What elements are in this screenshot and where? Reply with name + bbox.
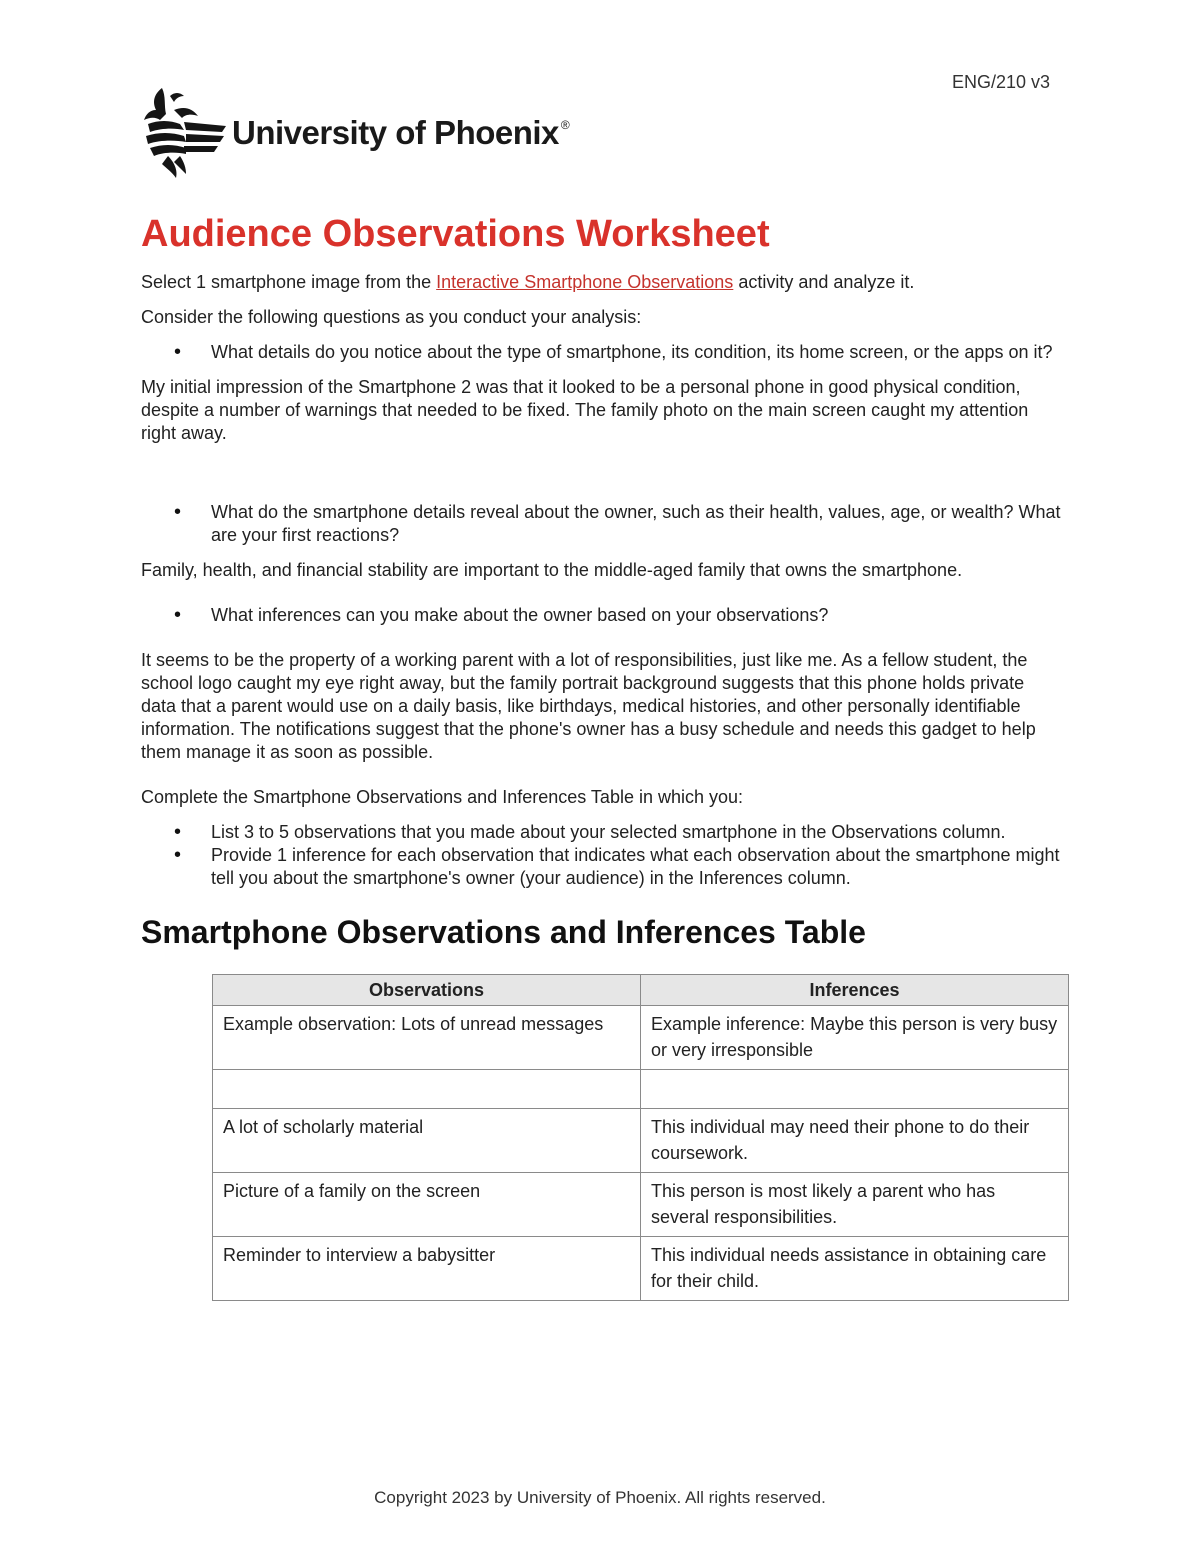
table-header-row bbox=[213, 975, 1069, 1006]
observation-cell[interactable] bbox=[213, 1070, 641, 1109]
complete-bullet-1: • List 3 to 5 observations that you made about your selected smartphone in the Observations column. bbox=[141, 821, 1061, 844]
university-logo bbox=[140, 84, 570, 180]
inference-cell[interactable]: This individual may need their phone to do their coursework. bbox=[641, 1109, 1069, 1173]
copyright-footer: Copyright 2023 by University of Phoenix. All rights reserved. bbox=[374, 1488, 826, 1507]
column-header-inferences: Inferences bbox=[641, 975, 1069, 1006]
complete-instructions: Complete the Smartphone Observations and Inferences Table in which you: bbox=[141, 787, 744, 807]
table-row bbox=[213, 1237, 1069, 1301]
table-row bbox=[213, 1173, 1069, 1237]
page-title: Audience Observations Worksheet bbox=[141, 213, 770, 255]
observation-cell[interactable]: Example observation: Lots of unread messages bbox=[213, 1006, 641, 1070]
table-row bbox=[213, 1109, 1069, 1173]
question-list-3 bbox=[141, 604, 1061, 627]
question-list-1 bbox=[141, 341, 1061, 364]
observation-cell[interactable]: Reminder to interview a babysitter bbox=[213, 1237, 641, 1301]
logo-wordmark: University of Phoenix ® bbox=[232, 114, 570, 151]
course-code: ENG/210 v3 bbox=[952, 72, 1051, 92]
question-list-2 bbox=[141, 501, 1061, 547]
question-3: • What inferences can you make about the owner based on your observations? bbox=[141, 604, 1061, 627]
complete-bullet-2: • Provide 1 inference for each observation that indicates what each observation about the smartphone might tell you about the smartphone's owner (your audience) in the Inferences column. bbox=[141, 844, 1061, 890]
answer-1: My initial impression of the Smartphone 2 was that it looked to be a personal phone in good physical condition, despite a number of warnings that needed to be fixed. The family photo on the main screen caught my attention right away. bbox=[141, 377, 1029, 443]
worksheet-content bbox=[141, 208, 1061, 1301]
table-row bbox=[213, 1006, 1069, 1070]
question-1: • What details do you notice about the type of smartphone, its condition, its home screen, or the apps on it? bbox=[141, 341, 1061, 364]
interactive-smartphone-observations-link[interactable]: Interactive Smartphone Observations bbox=[436, 272, 734, 292]
table-row bbox=[213, 1070, 1069, 1109]
inference-cell[interactable] bbox=[641, 1070, 1069, 1109]
complete-bullet-list bbox=[141, 821, 1061, 890]
inference-cell[interactable]: Example inference: Maybe this person is very busy or very irresponsible bbox=[641, 1006, 1069, 1070]
intro-paragraph: Select 1 smartphone image from the Interactive Smartphone Observations activity and analyze it. bbox=[141, 272, 915, 292]
answer-3: It seems to be the property of a working parent with a lot of responsibilities, just like me. As a fellow student, the school logo caught my eye right away, but the family portrait background suggests that this phone holds private data that a parent would use on a daily basis, like birthdays, medical histories, and other personally identifiable information. The notifications suggest that the phone's owner has a busy schedule and needs this gadget to help them manage it as soon as possible. bbox=[141, 650, 1036, 762]
inference-cell[interactable]: This individual needs assistance in obtaining care for their child. bbox=[641, 1237, 1069, 1301]
observation-cell[interactable]: A lot of scholarly material bbox=[213, 1109, 641, 1173]
column-header-observations: Observations bbox=[213, 975, 641, 1006]
table-heading: Smartphone Observations and Inferences Table bbox=[141, 914, 866, 950]
consider-paragraph: Consider the following questions as you conduct your analysis: bbox=[141, 307, 642, 327]
phoenix-bird-icon bbox=[140, 84, 228, 180]
observations-table bbox=[212, 974, 1069, 1301]
inference-cell[interactable]: This person is most likely a parent who has several responsibilities. bbox=[641, 1173, 1069, 1237]
observation-cell[interactable]: Picture of a family on the screen bbox=[213, 1173, 641, 1237]
question-2: • What do the smartphone details reveal about the owner, such as their health, values, age, or wealth? What are your first reactions? bbox=[141, 501, 1061, 547]
answer-2: Family, health, and financial stability are important to the middle-aged family that owns the smartphone. bbox=[141, 560, 963, 580]
